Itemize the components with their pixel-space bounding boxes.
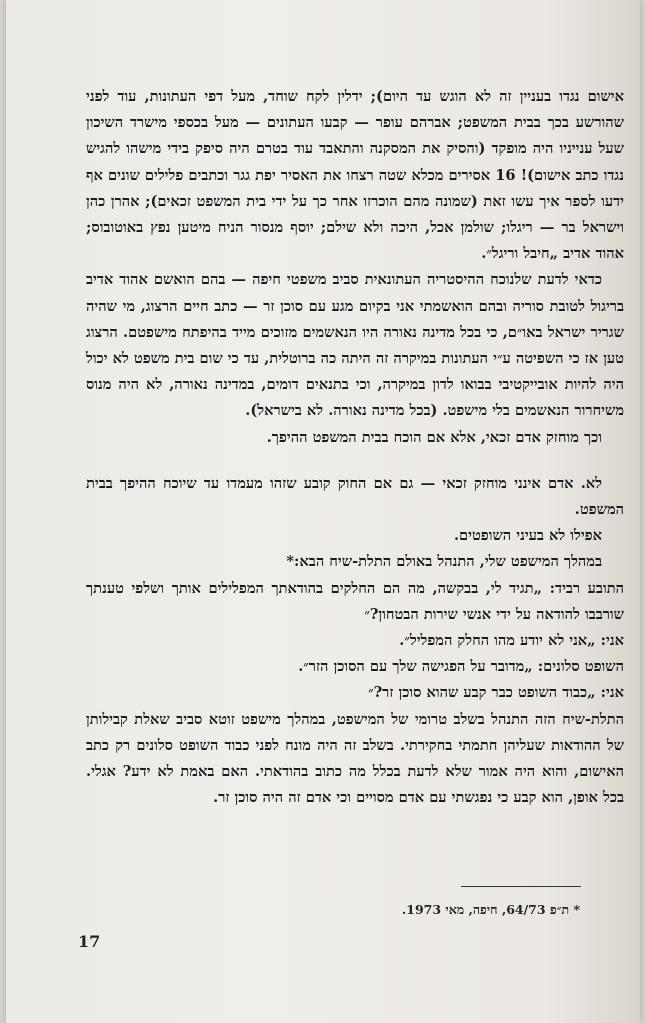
paragraph-7: התלת-שיח הזה התנהל בשלב טרומי של המישפט, במהלך מישפט זוטא סביב שאלת קבילותן של ההודאות שעליהן חתמתי בחקירתי. בשלב זה היה מונח לפני כבוד השופט סלונים רק כתב האישום, והוא היה אמור שלא לדעת בכלל מה כתוב בהודאתי. האם באמת לא ידע? אגלי. בכל אופן, הוא קבע כי נפגשתי עם אדם מסויים וכי אדם זה היה סוכן זר. — [86, 710, 624, 807]
footnote-divider — [461, 886, 581, 887]
paragraph-1: אישום נגדו בעניין זה לא הוגש עד היום); ידלין לקח שוחד, מעל דפי העתונות, עוד לפני שהורשע בכך בבית המשפט; אברהם עופר — קבעו העתונים — מעל בכספי מישרד השיכון שעל ענייניו היה מופקד (והסיק את המסקנה והתאבד עוד בטרם היה סיפק בידי מישהו להגיש נגדו כתב אישום)! 16 אסירים מכלא שטה רצחו את האסיר יפת גגר וכתבים פלילים שונים אף ידעו לספר איך עשו זאת (שמונה מהם הוכרזו אחר כך על ידי בית המשפט זכאים); אהרן כהן וישראל בר — ריגלו; שולמן אכל, היכה ולא שילם; יוסף מנסור הניח מיטען נפץ באוטובוס; אהוד אדיב „חיבל וריגל״. — [86, 88, 624, 263]
paragraph-6: במהלך המישפט שלי, התנהל באולם התלת-שיח הבא:* — [286, 553, 602, 571]
book-page — [6, 0, 640, 1023]
dialogue-judge: השופט סלונים: „מדובר על הפגישה שלך עם הסוכן הזר״. — [298, 658, 624, 676]
dialogue-me-2: אני: „כבוד השופט כבר קבע שהוא סוכן זר?״ — [368, 684, 624, 702]
paragraph-5: אפילו לא בעיני השופטים. — [453, 527, 602, 545]
paragraph-3: וכך מוחזק אדם זכאי, אלא אם הוכח בבית המשפט ההיפך. — [266, 428, 602, 446]
dialogue-me-1: אני: „אני לא יודע מהו החלק המפליל״. — [399, 632, 624, 650]
body-text — [86, 84, 624, 811]
paragraph-2: כדאי לדעת שלנוכח ההיסטריה העתונאית סביב משפטי חיפה — בהם הואשם אהוד אדיב בריגול לטובת סוריה ובהם הואשמתי אני בקיום מגע עם סוכן זר — כתב חיים הרצוג, מי שהיה שגריר ישראל באו״ם, כי בכל מדינה נאורה היו הנאשמים מזוכים מייד בהיפתח מישפטם. הרצוג טען אז כי השפיטה ע״י העתונות במיקרה זה היתה כה ברוטלית, עד כי שום בית משפט לא יכול היה להיות אובייקטיבי בבואו לדון במיקרה, וכי בתנאים דומים, במדינה נאורה, לא היה מנוס משיחרור הנאשמים בלי מישפט. (בכל מדינה נאורה. לא בישראל). — [86, 271, 624, 420]
page-number: 17 — [78, 932, 101, 951]
paragraph-4: לא. אדם אינני מוחזק זכאי — גם אם החוק קובע שזהו מעמדו עד שיוכח ההיפך בבית המשפט. — [86, 474, 624, 519]
dialogue-prosecutor: התובע רביד: „תגיד לי, בבקשה, מה הם החלקים בהודאתך המפלילים אותך ושלפי טענתך שורבבו להודאה על ידי אנשי שירות הבטחון?״ — [86, 579, 624, 623]
footnote: * ת״פ 64/73, חיפה, מאי 1973. — [401, 902, 580, 917]
